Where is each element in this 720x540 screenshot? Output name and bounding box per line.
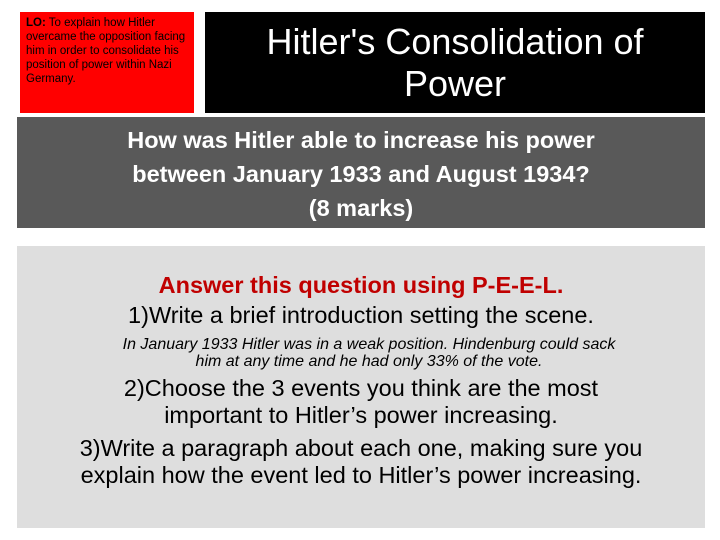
instruction-step-1: 1)Write a brief introduction setting the scene. [128,302,594,328]
instruction-step-2 [17,375,705,429]
instruction-step-3-line-2: explain how the event led to Hitler’s power increasing. [80,462,642,488]
instructions-box [17,246,705,528]
instructions-heading: Answer this question using P-E-E-L. [158,272,564,298]
slide-title-box [205,12,705,113]
introduction-example-line-2: him at any time and he had only 33% of the vote. [195,353,543,370]
instruction-step-2-line-1: 2)Choose the 3 events you think are the most [123,375,599,401]
slide-title [266,21,643,105]
learning-objective-box [20,12,194,113]
instruction-step-3-line-1: 3)Write a paragraph about each one, making sure you [79,435,643,461]
introduction-example [17,336,705,370]
exam-question-line-1: How was Hitler able to increase his power [127,127,595,153]
exam-question-line-2: between January 1933 and August 1934? [132,161,590,187]
instruction-step-3 [17,435,705,489]
exam-question-marks: (8 marks) [308,195,414,221]
instruction-step-2-line-2: important to Hitler’s power increasing. [164,402,558,428]
learning-objective-label: LO: [26,17,46,29]
introduction-example-line-1: In January 1933 Hitler was in a weak position. Hindenburg could sack [122,336,616,353]
exam-question-box [17,117,705,228]
slide-title-line-1: Hitler's Consolidation of [266,20,644,62]
learning-objective-text: To explain how Hitler overcame the opposition facing him in order to consolidate his position of power within Nazi Germany. [26,17,186,85]
slide-title-line-2: Power [403,62,507,104]
